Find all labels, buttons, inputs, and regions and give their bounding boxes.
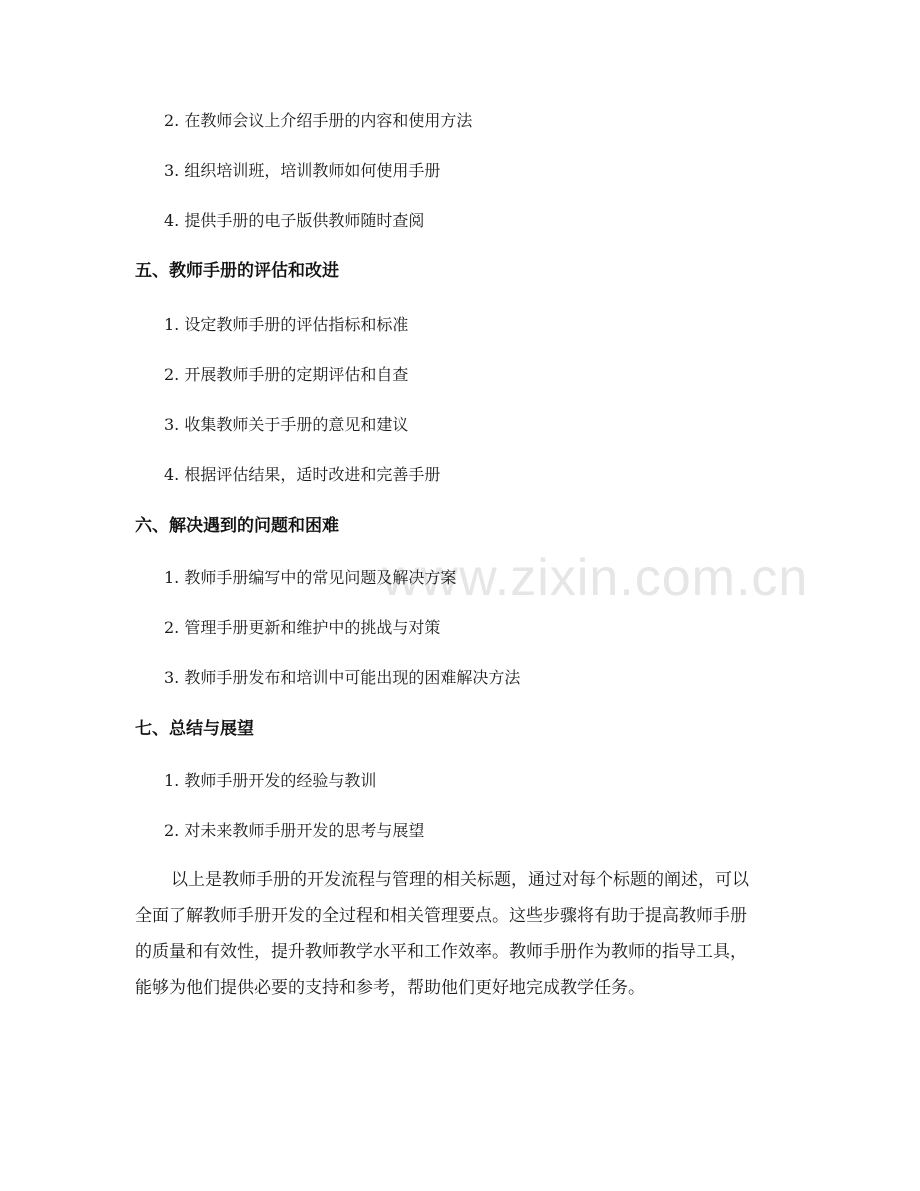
list-item: 1. 教师手册开发的经验与教训 — [164, 771, 377, 790]
section-heading: 六、解决遇到的问题和困难 — [135, 516, 339, 536]
list-item: 2. 在教师会议上介绍手册的内容和使用方法 — [164, 111, 473, 130]
section-heading: 五、教师手册的评估和改进 — [135, 261, 339, 281]
list-item: 2. 对未来教师手册开发的思考与展望 — [164, 821, 425, 840]
list-item: 3. 教师手册发布和培训中可能出现的困难解决方法 — [164, 668, 521, 687]
list-item: 3. 组织培训班，培训教师如何使用手册 — [164, 161, 441, 180]
section-heading: 七、总结与展望 — [135, 719, 254, 739]
list-item: 1. 教师手册编写中的常见问题及解决方案 — [164, 568, 457, 587]
list-item: 4. 提供手册的电子版供教师随时查阅 — [164, 211, 425, 230]
list-item: 4. 根据评估结果，适时改进和完善手册 — [164, 465, 441, 484]
list-item: 3. 收集教师关于手册的意见和建议 — [164, 415, 409, 434]
list-item: 2. 开展教师手册的定期评估和自查 — [164, 365, 409, 384]
paragraph-line: 能够为他们提供必要的支持和参考，帮助他们更好地完成教学任务。 — [135, 978, 645, 998]
paragraph-line: 全面了解教师手册开发的全过程和相关管理要点。这些步骤将有助于提高教师手册 — [135, 906, 747, 926]
paragraph-line: 的质量和有效性，提升教师教学水平和工作效率。教师手册作为教师的指导工具， — [135, 942, 747, 962]
watermark-text: www.zixin.com.cn — [382, 549, 809, 607]
paragraph-line: 以上是教师手册的开发流程与管理的相关标题，通过对每个标题的阐述，可以 — [171, 870, 749, 890]
list-item: 1. 设定教师手册的评估指标和标准 — [164, 315, 409, 334]
list-item: 2. 管理手册更新和维护中的挑战与对策 — [164, 618, 441, 637]
